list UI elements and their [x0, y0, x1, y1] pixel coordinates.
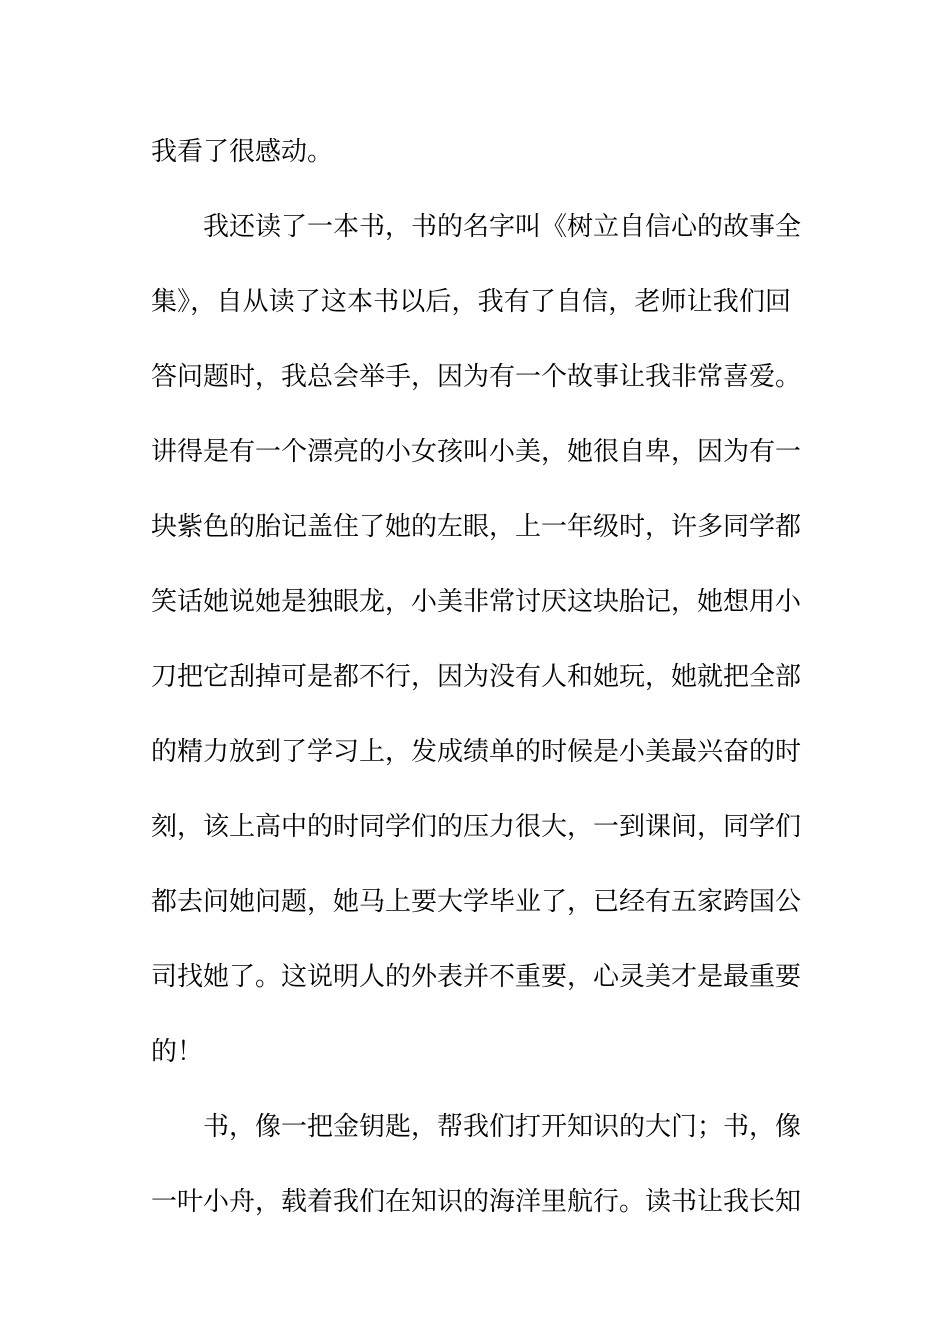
- paragraph-first-line: 我还读了一本书，书的名字叫《树立自信心的故事全: [203, 212, 802, 242]
- text-line: 一叶小舟，载着我们在知识的海洋里航行。读书让我长知: [151, 1187, 802, 1217]
- text-line: 答问题时，我总会举手，因为有一个故事让我非常喜爱。: [151, 362, 802, 392]
- text-line: 块紫色的胎记盖住了她的左眼，上一年级时，许多同学都: [151, 512, 802, 542]
- text-line: 讲得是有一个漂亮的小女孩叫小美，她很自卑，因为有一: [151, 437, 802, 467]
- text-line: 的！: [151, 1037, 204, 1067]
- text-line: 集》，自从读了这本书以后，我有了自信，老师让我们回: [151, 287, 791, 317]
- text-line: 笑话她说她是独眼龙，小美非常讨厌这块胎记，她想用小: [151, 587, 802, 617]
- paragraph-first-line: 书，像一把金钥匙，帮我们打开知识的大门；书，像: [203, 1112, 802, 1142]
- text-line: 司找她了。这说明人的外表并不重要，心灵美才是最重要: [151, 962, 802, 992]
- text-line: 都去问她问题，她马上要大学毕业了，已经有五家跨国公: [151, 887, 802, 917]
- text-line: 刀把它刮掉可是都不行，因为没有人和她玩，她就把全部: [151, 662, 802, 692]
- text-line: 刻，该上高中的时同学们的压力很大，一到课间，同学们: [151, 812, 802, 842]
- text-line: 的精力放到了学习上，发成绩单的时候是小美最兴奋的时: [151, 737, 802, 767]
- text-line: 我看了很感动。: [151, 137, 334, 167]
